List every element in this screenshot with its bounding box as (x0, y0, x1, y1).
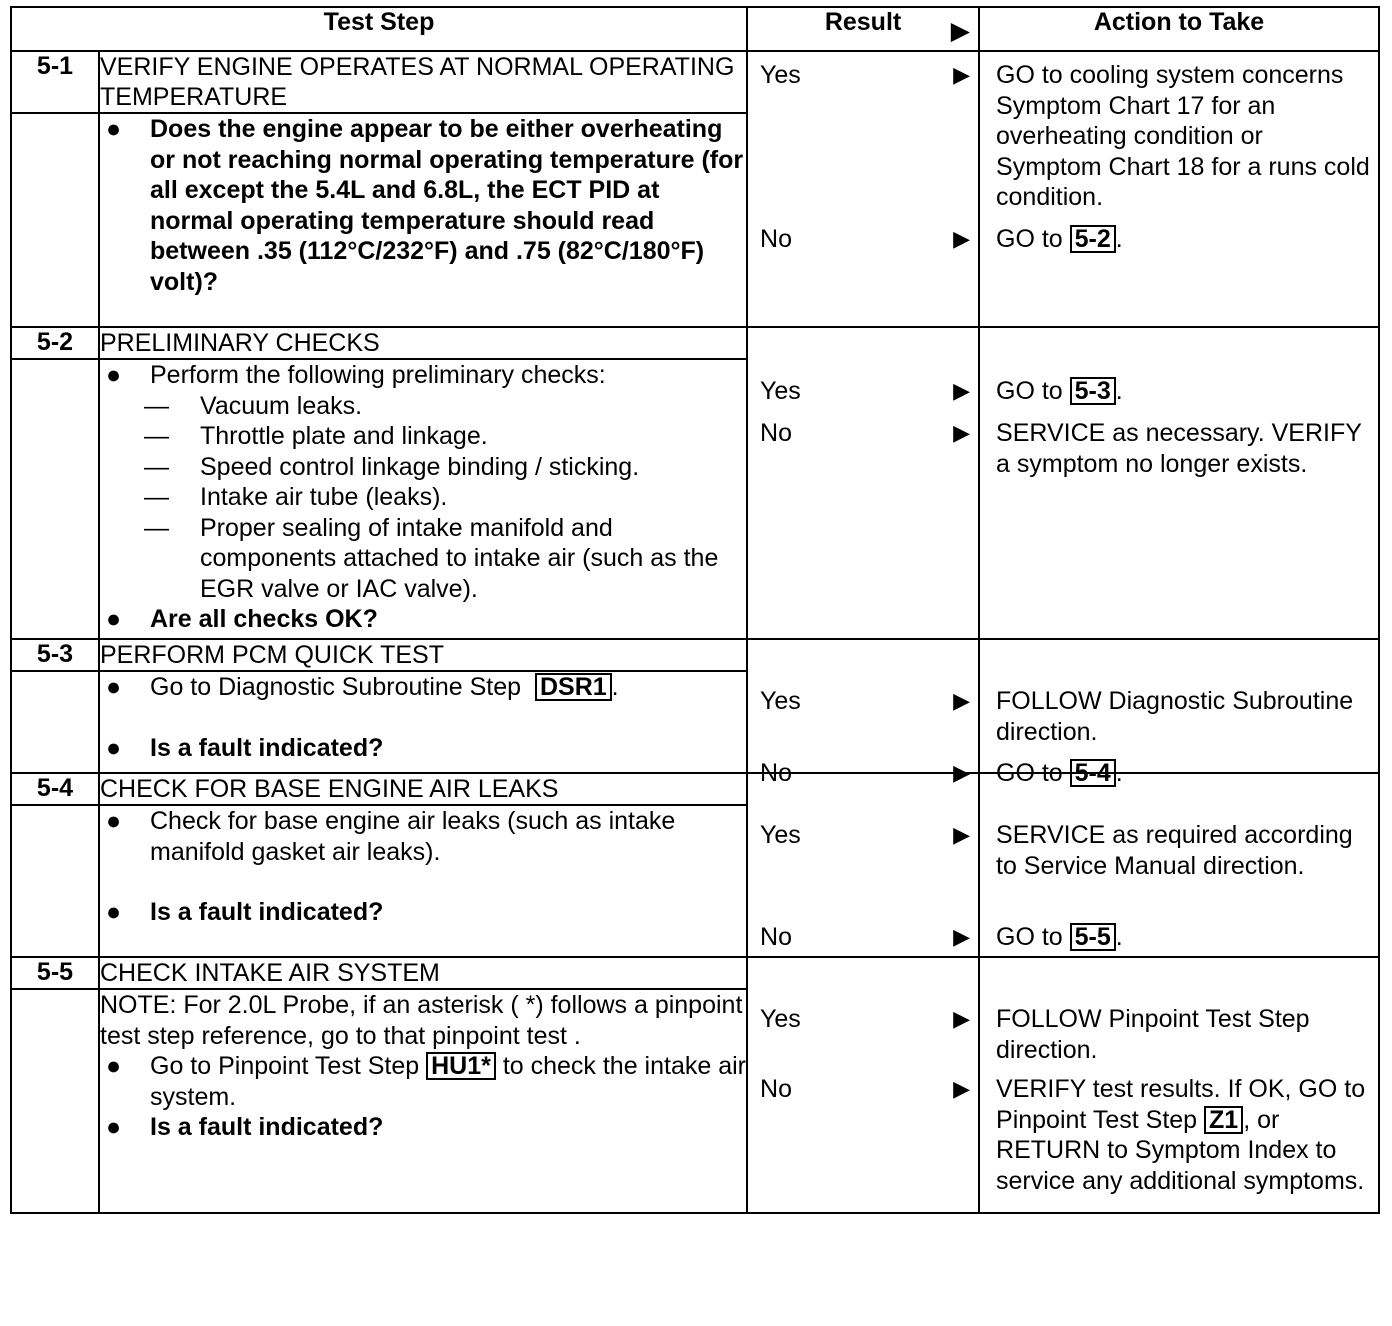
result-yes: Yes (760, 1005, 801, 1033)
arrow-right-icon: ▶ (953, 1076, 971, 1101)
dash-icon: — (144, 452, 169, 481)
step-body (99, 671, 747, 773)
step-question: Is a fault indicated? (150, 733, 384, 762)
check-item: Throttle plate and linkage. (200, 422, 488, 450)
step-number: 5-3 (11, 639, 99, 671)
header-result-label: Result (824, 8, 902, 36)
bullet-icon: ● (106, 115, 122, 143)
arrow-right-icon: ▶ (953, 420, 971, 445)
instruction-text: Go to Pinpoint Test Step (150, 1052, 420, 1080)
result-no: No (760, 1075, 792, 1103)
bullet-icon: ● (106, 733, 122, 762)
result-yes: Yes (760, 61, 801, 89)
step-title: VERIFY ENGINE OPERATES AT NORMAL OPERATING TEMPERATURE (99, 51, 747, 113)
instruction-suffix: to check the intake air system. (150, 1052, 747, 1111)
result-no: No (760, 225, 792, 253)
arrow-right-icon: ▶ (953, 378, 971, 403)
bullet-icon: ● (106, 361, 122, 389)
step-number: 5-1 (11, 51, 99, 113)
action-text: VERIFY test results. If OK, GO to Pinpoint Test Step (996, 1075, 1366, 1134)
header-row (11, 7, 1379, 51)
check-item: Intake air tube (leaks). (200, 483, 448, 511)
step-title: CHECK INTAKE AIR SYSTEM (99, 957, 747, 989)
action-suffix: . (1115, 923, 1123, 951)
step-ref-dsr1[interactable]: DSR1 (535, 673, 612, 701)
step-instruction (150, 672, 746, 703)
step-ref-5-4[interactable]: 5-4 (1070, 759, 1116, 787)
arrow-right-icon: ▶ (953, 924, 971, 949)
step-title: CHECK FOR BASE ENGINE AIR LEAKS (99, 773, 747, 805)
step-number: 5-2 (11, 327, 99, 359)
action-yes: GO to cooling system concerns Symptom Chart 17 for an overheating condition or Symptom Chart 18 for a runs cold condition. (996, 61, 1370, 211)
step-ref-5-5[interactable]: 5-5 (1070, 923, 1116, 951)
step-body (99, 989, 747, 1213)
instruction-text: Go to Diagnostic Subroutine Step (150, 673, 522, 701)
step-title: PERFORM PCM QUICK TEST (99, 639, 747, 671)
arrow-right-icon: ▶ (953, 1006, 971, 1031)
bullet-icon: ● (106, 605, 122, 633)
dash-icon: — (144, 422, 169, 450)
step-5-3-title-row (11, 639, 1379, 671)
action-suffix: . (1115, 225, 1123, 253)
arrow-right-icon: ▶ (950, 17, 971, 45)
step-number: 5-4 (11, 773, 99, 805)
step-5-4-result (747, 773, 979, 957)
action-suffix: . (1115, 377, 1123, 405)
step-5-4-title-row (11, 773, 1379, 805)
check-item: Proper sealing of intake manifold and components attached to intake air (such as the EGR valve or IAC valve). (200, 513, 719, 603)
step-question: Does the engine appear to be either overheating or not reaching normal operating temperature (for all except the 5.4L and 6.8L, the ECT PID at normal operating temperature should read between .35 (112°C/232°F) and .75 (82°C/180°F) volt)? (150, 115, 744, 296)
arrow-right-icon: ▶ (953, 62, 971, 87)
step-5-5-title-row (11, 957, 1379, 989)
action-yes: SERVICE as required according to Service Manual direction. (996, 821, 1353, 880)
step-note: NOTE: For 2.0L Probe, if an asterisk ( *) follows a pinpoint test step reference, go to that pinpoint test . (100, 991, 743, 1050)
step-ref-5-2[interactable]: 5-2 (1070, 225, 1116, 253)
step-5-1-title-row (11, 51, 1379, 113)
action-text: GO to (996, 923, 1063, 951)
step-body (99, 359, 747, 639)
step-5-5-action (979, 957, 1379, 1213)
header-action: Action to Take (979, 7, 1379, 51)
action-text: GO to (996, 377, 1063, 405)
instruction-suffix: . (611, 673, 619, 701)
step-body (99, 805, 747, 957)
action-suffix: , or RETURN to Symptom Index to service any additional symptoms. (996, 1105, 1365, 1195)
step-5-5-result (747, 957, 979, 1213)
result-yes: Yes (760, 687, 801, 715)
action-suffix: . (1115, 759, 1123, 787)
step-number: 5-5 (11, 957, 99, 989)
bullet-icon: ● (106, 898, 122, 926)
result-no: No (760, 759, 792, 787)
step-ref-hu1[interactable]: HU1* (426, 1052, 496, 1080)
check-item: Speed control linkage binding / sticking. (200, 452, 640, 481)
dash-icon: — (144, 483, 169, 511)
step-5-3-result (747, 639, 979, 787)
step-instruction: Check for base engine air leaks (such as intake manifold gasket air leaks). (150, 807, 676, 866)
dash-icon: — (144, 513, 169, 542)
bullet-icon: ● (106, 1052, 122, 1080)
diagnostic-table (10, 6, 1380, 1214)
arrow-right-icon: ▶ (953, 688, 971, 713)
action-yes: FOLLOW Diagnostic Subroutine direction. (996, 687, 1354, 746)
arrow-right-icon: ▶ (953, 226, 971, 251)
step-question: Is a fault indicated? (150, 1113, 384, 1141)
action-no (996, 224, 1372, 255)
step-question: Is a fault indicated? (150, 898, 384, 926)
check-item: Vacuum leaks. (200, 391, 363, 420)
dash-icon: — (144, 391, 169, 420)
action-no: SERVICE as necessary. VERIFY a symptom no longer exists. (996, 419, 1362, 478)
step-instruction (150, 1051, 746, 1112)
result-yes: Yes (760, 821, 801, 849)
action-text: GO to (996, 759, 1063, 787)
step-ref-5-3[interactable]: 5-3 (1070, 377, 1116, 405)
action-no (996, 1074, 1372, 1196)
step-body (99, 113, 747, 327)
action-no (996, 922, 1372, 953)
result-no: No (760, 419, 792, 447)
header-test-step: Test Step (11, 7, 747, 51)
step-5-2-result (747, 327, 979, 639)
step-5-2-action (979, 327, 1379, 639)
bullet-icon: ● (106, 807, 122, 835)
step-5-3-action (979, 639, 1379, 787)
bullet-icon: ● (106, 673, 122, 701)
arrow-right-icon: ▶ (953, 760, 971, 785)
step-question: Are all checks OK? (150, 605, 378, 633)
action-yes: FOLLOW Pinpoint Test Step direction. (996, 1005, 1310, 1064)
action-text: GO to (996, 225, 1063, 253)
step-intro: Perform the following preliminary checks: (150, 361, 606, 389)
result-no: No (760, 923, 792, 951)
step-title: PRELIMINARY CHECKS (99, 327, 747, 359)
step-ref-z1[interactable]: Z1 (1204, 1106, 1243, 1134)
header-result (747, 7, 979, 51)
step-5-1-result (747, 51, 979, 327)
result-yes: Yes (760, 377, 801, 405)
step-5-2-title-row (11, 327, 1379, 359)
action-yes (996, 376, 1372, 407)
step-5-1-action (979, 51, 1379, 327)
bullet-icon: ● (106, 1113, 122, 1141)
step-5-4-action (979, 773, 1379, 957)
arrow-right-icon: ▶ (953, 822, 971, 847)
